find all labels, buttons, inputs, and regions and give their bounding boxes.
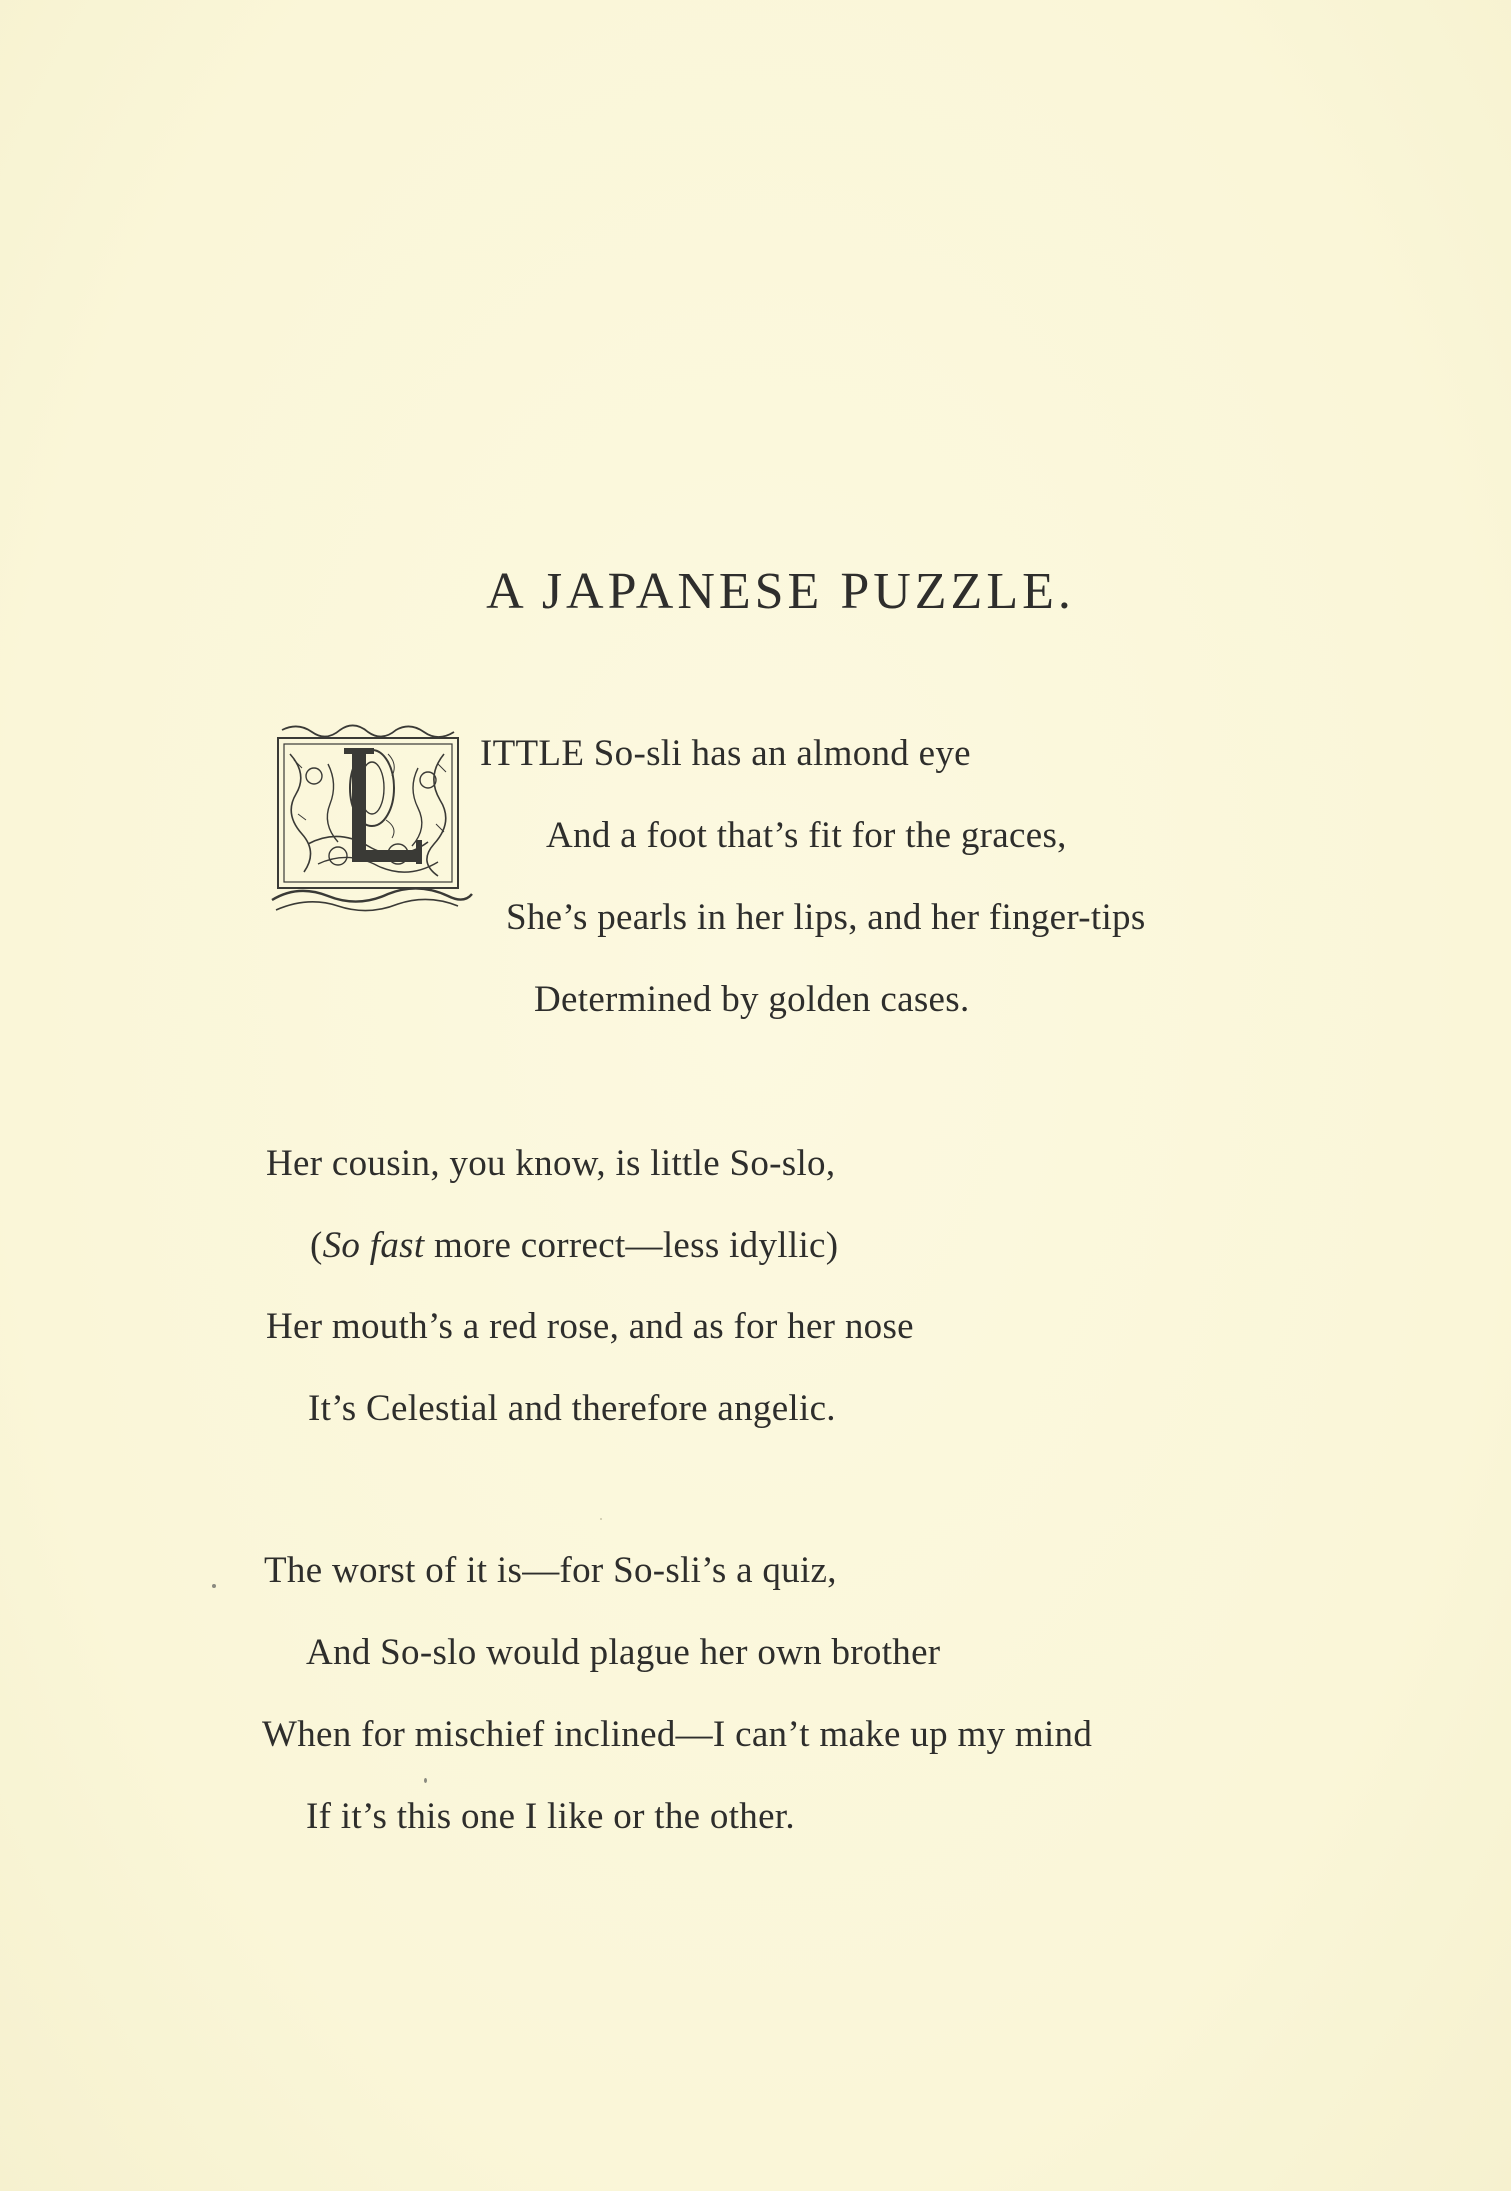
stanza1-line2: And a foot that’s fit for the graces, bbox=[546, 815, 1067, 856]
stanza2-line3: Her mouth’s a red rose, and as for her nose bbox=[266, 1306, 914, 1347]
paper-speck bbox=[600, 1518, 602, 1520]
stanza3-line2: And So-slo would plague her own brother bbox=[306, 1632, 941, 1673]
stanza2-line4: It’s Celestial and therefore angelic. bbox=[308, 1388, 836, 1429]
ornamental-dropcap-l bbox=[268, 724, 476, 924]
stanza2-line2-italic: So fast bbox=[322, 1225, 425, 1266]
stanza3-line1: The worst of it is—for So-sli’s a quiz, bbox=[264, 1550, 837, 1591]
paper-speck bbox=[424, 1778, 427, 1783]
poem-title: A JAPANESE PUZZLE. bbox=[486, 563, 1075, 620]
stanza3-line3: When for mischief inclined—I can’t make up my mind bbox=[262, 1714, 1093, 1755]
stanza2-line1: Her cousin, you know, is little So-slo, bbox=[266, 1143, 836, 1184]
stanza1-line3: She’s pearls in her lips, and her finger-tips bbox=[506, 897, 1146, 938]
stanza2-line2-open-paren: ( bbox=[310, 1225, 323, 1266]
stanza2-line2 bbox=[310, 1224, 838, 1267]
paper-speck bbox=[212, 1584, 216, 1588]
stanza1-line4: Determined by golden cases. bbox=[534, 979, 970, 1020]
stanza3-line4: If it’s this one I like or the other. bbox=[306, 1796, 795, 1837]
stanza1-line1: ITTLE So-sli has an almond eye bbox=[480, 733, 971, 774]
stanza2-line2-rest: more correct—less idyllic) bbox=[424, 1225, 839, 1266]
